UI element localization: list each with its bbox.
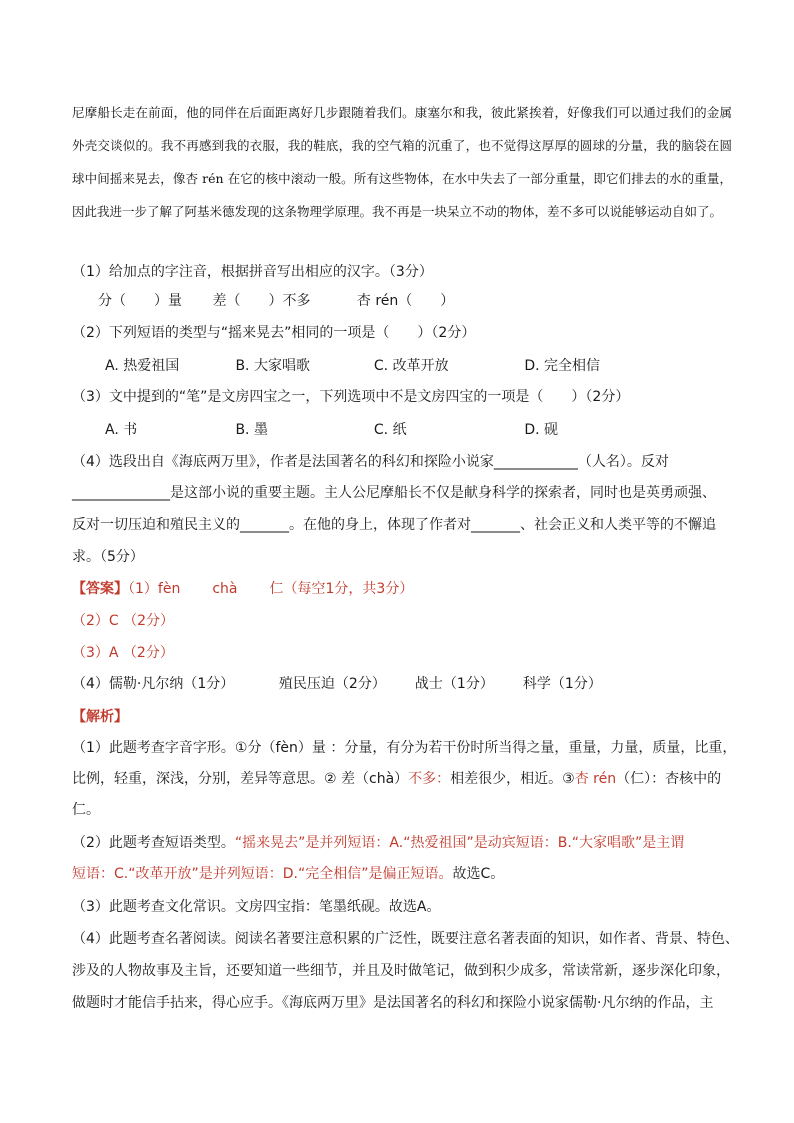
question-3-options: [105, 419, 558, 441]
analysis-4-line-2: 涉及的人物故事及主旨，还要知道一些细节，并且及时做笔记，做到积少成多，常读常新，逐步深化印象，: [72, 963, 730, 979]
answer-4-item-2: 殖民压迫（2分）: [278, 676, 386, 692]
analysis-4-line-3: 做题时才能信手拈来，得心应手。《海底两万里》是法国著名的科幻和探险小说家儒勒·凡尔纳的作品，主: [72, 995, 714, 1011]
analysis-1-line-2-red2: 杏 rén: [574, 771, 617, 787]
answer-4-item-1: 儒勒·凡尔纳（1分）: [108, 676, 235, 692]
analysis-1-line-2-b: 相差很少，相近。③: [450, 771, 575, 787]
question-4-line-1: （4）选段出自《海底两万里》，作者是法国著名的科幻和探险小说家____________（人名）。反对: [72, 454, 669, 470]
q1-item-3: 杏 rén（ ）: [356, 293, 455, 309]
answer-line-4: [72, 673, 602, 695]
analysis-2-line-2-red: 短语：C.“改革开放”是并列短语：D.“完全相信”是偏正短语。: [72, 866, 453, 882]
reading-passage: 尼摩船长走在前面，他的同伴在后面距离好几步跟随着我们。康塞尔和我，彼此紧挨着，好像我们可以通过我们的金属外壳交谈似的。我不再感到我的衣服，我的鞋底，我的空气箱的沉重了，也不觉得这厚厚的圆球的分量，我的脑袋在圆球中间摇来晃去，像杏 rén 在它的核中滚动一般。所有这些物体，在水中失去了一部分重量，即它们排去的水的重量，因此我进一步了解了阿基米德发现的这条物理学原理。我不再是一块呆立不动的物体，差不多可以说能够运动自如了。: [72, 105, 732, 219]
q1-item-2: 差（ ）不多: [212, 293, 311, 309]
answer-1-rest: 仁（每空1分，共3分）: [269, 581, 414, 597]
q3-option-a: A. 书: [105, 422, 138, 438]
question-2-stem: （2）下列短语的类型与“摇来晃去”相同的一项是（ ）（2分）: [72, 325, 476, 341]
answer-tag: 【答案】: [72, 581, 128, 597]
question-4-line-2: ______________是这部小说的重要主题。主人公尼摩船长不仅是献身科学的探索者，同时也是英勇顽强、: [72, 485, 716, 501]
question-4-line-3: 反对一切压迫和殖民主义的_______。在他的身上，体现了作者对_______、社会正义和人类平等的不懈追: [72, 517, 716, 533]
analysis-2-line-2: [72, 863, 504, 885]
answer-line-1: [72, 578, 413, 600]
analysis-tag: 【解析】: [72, 709, 128, 725]
answer-4-item-4: 科学（1分）: [522, 676, 602, 692]
answer-1-pinyin-2: chà: [212, 581, 238, 597]
q2-option-a: A. 热爱祖国: [105, 358, 180, 374]
analysis-1-line-2-c: （仁）：杏核中的: [616, 771, 722, 787]
q2-option-c: C. 改革开放: [373, 358, 449, 374]
analysis-4-line-1: （4）此题考查名著阅读。阅读名著要注意积累的广泛性，既要注意名著表面的知识，如作者、背景、特色、: [72, 931, 739, 947]
question-2-options: [105, 355, 600, 377]
answer-4-prefix: （4）: [72, 676, 109, 692]
analysis-2-red: “摇来晃去”是并列短语：A.“热爱祖国”是动宾短语：B.“大家唱歌”是主谓: [234, 835, 685, 851]
q2-option-b: B. 大家唱歌: [235, 358, 310, 374]
question-3-stem: （3）文中提到的“笔”是文房四宝之一，下列选项中不是文房四宝的一项是（ ）（2分）: [72, 389, 630, 405]
q2-option-d: D. 完全相信: [524, 358, 601, 374]
analysis-2-line-1: [72, 832, 684, 854]
q1-item-1: 分（ ）量: [98, 293, 182, 309]
q3-option-b: B. 墨: [235, 422, 268, 438]
analysis-1-line-3: 仁。: [72, 802, 100, 818]
analysis-2-line-2-black: 故选C。: [452, 866, 505, 882]
question-1-items: [98, 290, 454, 312]
question-4-line-4: 求。（5分）: [72, 549, 144, 565]
analysis-1-line-1: （1）此题考查字音字形。①分（fèn）量 ：分量，有分为若干份时所当得之量，重量，力量，质量，比重，: [72, 740, 737, 756]
analysis-1-line-2-a: 比例，轻重，深浅，分别，差异等意思。② 差（chà）: [72, 771, 409, 787]
q3-option-d: D. 砚: [524, 422, 559, 438]
analysis-tag-line: [72, 706, 128, 728]
analysis-1-line-2: [72, 768, 721, 790]
answer-line-3: （3）A （2分）: [72, 645, 174, 661]
analysis-3: （3）此题考查文化常识。文房四宝指：笔墨纸砚。故选A。: [72, 899, 441, 915]
answer-1-pinyin-1: fèn: [157, 581, 181, 597]
question-1-stem: （1）给加点的字注音，根据拼音写出相应的汉字。（3分）: [72, 264, 433, 280]
answer-line-2: （2）C （2分）: [72, 613, 175, 629]
answer-4-item-3: 战士（1分）: [414, 676, 494, 692]
analysis-1-line-2-red: 不多：: [408, 771, 451, 787]
analysis-2-prefix: （2）此题考查短语类型。: [72, 835, 235, 851]
q3-option-c: C. 纸: [373, 422, 407, 438]
answer-1-prefix: （1）: [128, 581, 158, 597]
